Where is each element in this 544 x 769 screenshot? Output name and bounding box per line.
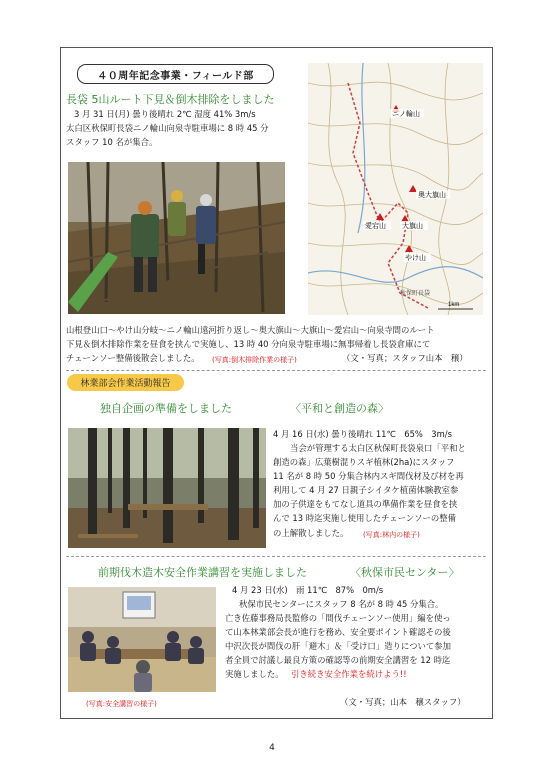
article3-photo-caption: (写真:安全講習の様子) — [86, 700, 157, 708]
article2-weather: 4 月 16 日(水) 曇り後晴れ 11℃ 65% 3m/s — [273, 429, 452, 439]
article2-p1: 当会が管理する太白区秋保町長袋泉口「平和と — [290, 443, 466, 453]
map-label-ohata: 大旗山 — [402, 223, 423, 230]
article1-body3: チェーンソー整備後散会しました。 — [66, 353, 200, 363]
article1-intro2: スタッフ 10 名が集合。 — [66, 137, 158, 147]
article3-highlight: 引き続き安全作業を続けよう!! — [291, 669, 407, 679]
photo-safety-seminar — [68, 587, 216, 692]
article3-p1: 秋保市民センターにスタッフ 8 名が 8 時 45 分集合。 — [239, 599, 444, 609]
article3-p2: 亡き佐藤事務局長監修の「間伐チェーンソー使用」編を使っ — [225, 613, 451, 623]
article2-p2: 創造の森」広葉樹混りスギ植林(2ha)にスタッフ — [273, 457, 455, 467]
map-label-atago: 愛宕山 — [365, 223, 386, 230]
article3-p3: て山本林業部会長が進行を務め、安全要ポイント確認その後 — [225, 627, 451, 637]
article1-heading: 長袋 5山ルート下見＆倒木排除をしました — [66, 93, 275, 106]
article1-intro: 太白区秋保町長袋ニノ輪山向泉寺駐車場に 8 時 45 分 — [66, 123, 269, 133]
article1-weather: 3 月 31 日(月) 曇り後晴れ 2℃ 湿度 41% 3m/s — [74, 109, 256, 119]
article3-p4: 中沢次長が間伐の肝「避木」＆「受け口」造りについて参加 — [225, 641, 451, 651]
article3-heading: 前期伐木造木安全作業講習を実施しました — [98, 566, 307, 579]
article2-place: 〈平和と創造の森〉 — [290, 402, 389, 415]
article2-p6: んで 13 時迄実施し使用したチェーンソーの整備 — [273, 513, 457, 523]
divider — [66, 370, 486, 371]
map-label-ninowa: ニノ輪山 — [392, 111, 420, 118]
photo-forest-interior — [68, 428, 266, 548]
map-label-nagabukuro: 秋保町長袋 — [400, 291, 431, 297]
article1-body1: 山根登山口～やけ山分岐～ニノ輪山遠河折り返し～奥大旗山～大旗山～愛宕山～向泉寺間のルート — [66, 325, 435, 335]
article2-photo-caption: (写真:林内の様子) — [363, 531, 420, 539]
photo-tree-removal — [68, 162, 285, 314]
article2-p7: の上解散しました。 — [273, 528, 349, 538]
article2-heading: 独自企画の準備をしました — [100, 402, 232, 415]
map-label-okuohata: 奥大旗山 — [418, 192, 446, 199]
article1-credit: （文・写真；スタッフ山本 穣） — [342, 353, 468, 363]
route-map — [308, 63, 483, 315]
section-title: ４０周年記念事業・フィールド部 — [77, 64, 274, 84]
divider — [66, 556, 486, 557]
map-label-yakeyama: やけ山 — [405, 255, 426, 262]
page-number: 4 — [269, 743, 275, 753]
article2-p5: 加の子供達をもてなし道具の準備作業を昼食を挟 — [273, 499, 458, 509]
article2-p3: 11 名が 8 時 50 分集合林内スギ間伐材及び材を再 — [273, 471, 464, 481]
activity-report-badge: 林業部会作業活動報告 — [67, 374, 184, 391]
article3-p6: 実施しました。 — [225, 669, 284, 679]
map-scale: 1km — [448, 302, 460, 308]
article2-p4: 利用して 4 月 27 日親子シイタケ植菌体験教室参 — [273, 485, 459, 495]
article3-weather: 4 月 23 日(水) 雨 11℃ 87% 0m/s — [232, 585, 384, 595]
article3-p5: 者全員で討議し最良方策の確認等の前期安全講習を 12 時迄 — [225, 655, 451, 665]
article1-photo-caption: (写真:倒木排除作業の様子) — [212, 356, 297, 364]
article3-credit: （文・写真；山本 穣スタッフ） — [340, 697, 466, 707]
article3-place: 〈秋保市民センター〉 — [350, 566, 460, 579]
article1-body2: 下見＆倒木排除作業を昼食を挟んで実施し、13 時 40 分向泉寺駐車場に無事帰着し長袋倉庫にて — [66, 339, 431, 349]
